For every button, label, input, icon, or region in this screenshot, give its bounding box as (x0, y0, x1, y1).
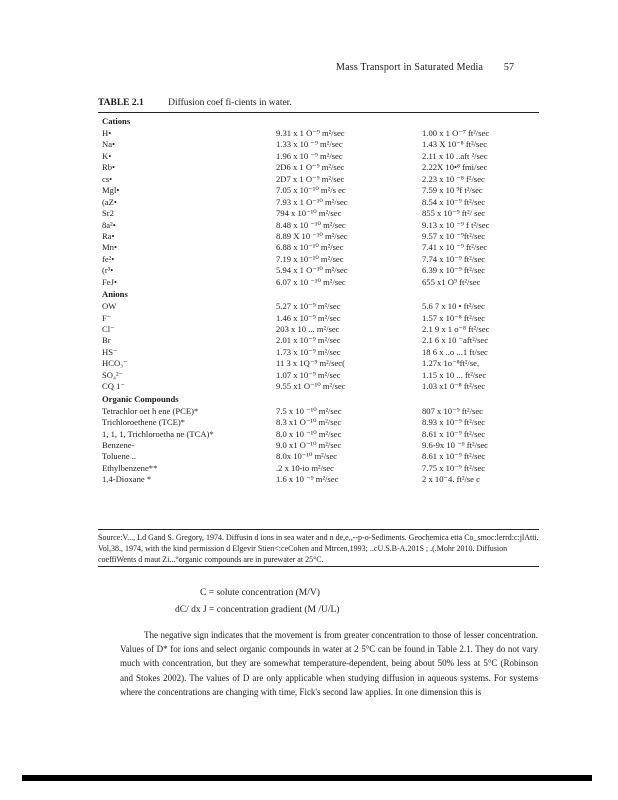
table-row (102, 429, 537, 440)
species-cell: 1,4-Dioxane * (102, 474, 152, 485)
table-row (102, 151, 537, 162)
body-paragraph (120, 628, 538, 699)
english-value-cell: 7.75 x 10⁻⁹ ft²/sec (422, 462, 486, 473)
english-value-cell: 2.1 6 x 10 ⁻aft²/sec (422, 335, 489, 346)
species-cell: Cl⁻ (102, 324, 115, 334)
english-value-cell: 2.1 9 x 1 o⁻⁸ ft²/sec (422, 324, 490, 334)
si-value-cell: .2 x 10-io m²/sec (276, 462, 334, 473)
table-row (102, 208, 537, 219)
english-value-cell: 2.11 x 10 ..aft ²/sec (422, 150, 488, 161)
si-value-cell: 1.73 x 10⁻⁹ m²/sec (276, 346, 341, 357)
table-source-note: Source:V..., Ld Gand S. Gregory, 1974. Diffusin d ions in sea water and n de,e,,--p-o-Sediments. Geochemica etta Co_smoc:lerrd:c:jlAtti. Vol,38., 1974, with the kind permission d Elgevir Stien<:ceCohen and Mtrcen,1993; ..cU.S.B-A.201S ; .(.Mohr 2010. Diffusion coeffiWents d maut Zi...°organic compounds are in purewater at 25°C. (98, 533, 539, 565)
table-section-heading: Anions (102, 289, 128, 300)
english-value-cell: 9.57 x 10 ⁻⁹ft²/sec (422, 230, 486, 241)
english-value-cell: 8.54 x 10⁻⁹ ft²/sec (422, 196, 486, 207)
english-value-cell: 855 x 10⁻⁹ ft²/ sec (422, 208, 486, 219)
table-row (102, 335, 537, 346)
si-value-cell: 203 x 10 ... m²/sec (276, 324, 340, 334)
si-value-cell: 7.19 x 10⁻¹⁰ m²/sec (276, 253, 344, 264)
english-value-cell: 7.59 x 10 ⁹f t²/sec (422, 185, 483, 196)
english-value-cell: 1.00 x 1 O⁻⁷ ft²/sec (422, 128, 490, 138)
english-value-cell: 655 x1 O⁹ ft²/sec (422, 276, 481, 287)
table-section-heading: Organic Compounds (102, 393, 179, 404)
english-value-cell: 807 x 10⁻⁹ ft²/sec (422, 405, 483, 416)
table-row (102, 277, 537, 288)
species-cell: F⁻ (102, 312, 112, 323)
species-cell: Ethylbenzene** (102, 462, 158, 473)
table-row (102, 406, 537, 417)
table-row (102, 370, 537, 381)
species-cell: Ra• (102, 230, 115, 241)
english-value-cell: 8.61 x 10⁻⁹ ft²/sec (422, 428, 486, 439)
species-cell: Tetrachlor oet h ene (PCE)* (102, 405, 199, 416)
english-value-cell: 1.27x 1o⁻⁸ft²/se, (422, 358, 480, 369)
english-value-cell: 9.6-9x 10 ⁻⁹ ft²/sec (422, 439, 488, 450)
si-value-cell: 8.0 x 10 ⁻¹⁰ m²/sec (276, 428, 342, 439)
species-cell: Toluene .. (102, 451, 137, 462)
table-row (102, 242, 537, 253)
species-cell: cs• (102, 173, 113, 184)
english-value-cell: 2.23 x 10 ⁻⁸ f²/sec (422, 173, 485, 184)
table-row (102, 347, 537, 358)
english-value-cell: 9.13 x 10 ⁻⁹ f t²/sec (422, 219, 490, 230)
species-cell: Sr2 (102, 208, 114, 219)
si-value-cell: 2D7 x 1 O⁻⁹ m²/sec (276, 173, 345, 184)
english-value-cell: 1.15 x 10 ... ft²/sec (422, 369, 487, 380)
table-section-heading: Cations (102, 116, 131, 126)
equation-definition-c: C = solute concentration (M/V) (200, 588, 320, 598)
table-row (102, 162, 537, 173)
body-paragraph-text: The negative sign indicates that the movement is from greater concentration to those of lesser concentration. Values of D* for ions and select organic compounds in water at 2 5°C can be found in Table 2.1. They do not vary much with concentration, but they are somewhat temperature-dependent, being about 50% less at 5°C (Robinson and Stokes 2002). The values of D are only applicable when studying diffusion in aqueous systems. For systems where the concentrations are changing with time, Fick's second law applies. In one dimension this is (120, 630, 538, 697)
si-value-cell: 2D6 x 1 O⁻⁹ m²/sec (276, 162, 345, 173)
table-caption: Diffusion coef fi-cients in water. (168, 98, 292, 108)
table-row (102, 301, 537, 312)
species-cell: Trichloroethene (TCE)* (102, 417, 185, 428)
species-cell: 1, 1, 1, Trichloroetha ne (TCA)* (102, 428, 214, 439)
english-value-cell: 6.39 x 10⁻⁹ ft²/sec (422, 265, 486, 276)
english-value-cell: 18 6 x ..o ...1 ft/sec (422, 346, 488, 357)
table-row (102, 139, 537, 150)
english-value-cell: 8.93 x 10⁻⁹ ft²/sec (422, 417, 486, 428)
si-value-cell: 5.94 x 1 O⁻¹⁰ m²/sec (276, 265, 348, 276)
species-cell: Na• (102, 139, 116, 150)
table-row (102, 185, 537, 196)
si-value-cell: 7.93 x 1 O⁻¹⁰ m²/sec (276, 196, 348, 207)
english-value-cell: 7.74 x 10⁻⁹ ft²/sec (422, 253, 486, 264)
table-row (102, 254, 537, 265)
table-row (102, 220, 537, 231)
si-value-cell: 9.55 x1 O⁻¹⁰ m²/sec (276, 381, 346, 392)
si-value-cell: 9.31 x 1 O⁻⁹ m²/sec (276, 128, 345, 138)
si-value-cell: 2.01 x 10⁻⁹ m²/sec (276, 335, 341, 346)
species-cell: OW (102, 301, 117, 312)
si-value-cell: 5.27 x 10⁻⁹ m²/sec (276, 301, 341, 312)
species-cell: Benzene- (102, 439, 135, 450)
table-row (102, 197, 537, 208)
table-row (102, 463, 537, 474)
table-top-rule (98, 112, 539, 113)
si-value-cell: 8.0x 10⁻¹⁰ m²/sec (276, 451, 338, 462)
english-value-cell: 8.61 x 10⁻⁹ ft²/sec (422, 451, 486, 462)
species-cell: HS⁻ (102, 346, 118, 357)
diffusion-table (102, 115, 537, 486)
si-value-cell: 794 x 10⁻¹⁰ m²/sec (276, 208, 342, 219)
si-value-cell: 1.46 x 10⁻⁹ m²/sec (276, 312, 341, 323)
table-row (102, 313, 537, 324)
english-value-cell: 1.03 x1 0⁻⁸ ft²/sec (422, 381, 486, 392)
si-value-cell: 1.6 x 10 ⁻⁹ m²/sec (276, 474, 339, 485)
species-cell: Br (102, 335, 111, 346)
table-row (102, 358, 537, 369)
table-row (102, 474, 537, 485)
table-row (102, 265, 537, 276)
table-bottom-rule (98, 529, 539, 530)
source-bottom-rule (98, 566, 539, 567)
table-row (102, 174, 537, 185)
species-cell: CQ 1⁻ (102, 381, 125, 392)
si-value-cell: 8.48 x 10 ⁻¹⁰ m²/sec (276, 219, 346, 230)
si-value-cell: 9.0 x1 O⁻¹⁰ m²/sec (276, 439, 342, 450)
table-number: TABLE 2.1 (98, 98, 144, 108)
si-value-cell: 1.07 x 10⁻⁹ m²/sec (276, 369, 341, 380)
english-value-cell: 7.41 x 10 ⁻⁹ ft²/sec (422, 242, 488, 253)
species-cell: 8a²• (102, 219, 116, 230)
table-row (102, 324, 537, 335)
species-cell: fe²• (102, 253, 115, 264)
table-row (102, 128, 537, 139)
species-cell: SO₄²⁻ (102, 369, 124, 380)
si-value-cell: 11 3 x 1Q⁻⁹ m²/sec( (276, 358, 345, 369)
species-cell: H• (102, 128, 112, 138)
species-cell: Rb• (102, 162, 116, 173)
species-cell: Mgl• (102, 185, 120, 196)
page-bottom-bar (22, 775, 592, 781)
species-cell: K• (102, 150, 112, 161)
english-value-cell: 2 x 10⁻4. ft²/se c (422, 474, 480, 485)
species-cell: HCO₃⁻ (102, 358, 128, 369)
species-cell: FeJ• (102, 276, 117, 287)
english-value-cell: 5.6 7 x 10 • ft²/sec (422, 301, 485, 312)
si-value-cell: 1.96 x 10 ⁻⁹ m²/sec (276, 150, 343, 161)
species-cell: (aZ• (102, 196, 117, 207)
running-header (336, 62, 536, 73)
si-value-cell: 7.5 x 10 ⁻¹⁰ m²/sec (276, 405, 342, 416)
species-cell: (r³• (102, 265, 114, 276)
si-value-cell: 7.05 x 10⁻¹⁰ m²/s ec (276, 185, 346, 196)
si-value-cell: 6.07 x 10 ⁻¹⁰ m²/sec (276, 276, 346, 287)
si-value-cell: 1.33 x 10 ⁻⁹ m²/sec (276, 139, 343, 150)
species-cell: Mn• (102, 242, 117, 253)
si-value-cell: 8.89 X 10 ⁻¹⁰ m²/sec (276, 230, 348, 241)
table-row (102, 381, 537, 392)
table-row (102, 451, 537, 462)
english-value-cell: 2.22X 10•⁸ fmi/sec (422, 162, 488, 173)
table-row (102, 440, 537, 451)
table-row (102, 231, 537, 242)
table-title (98, 98, 292, 108)
page-number: 57 (503, 62, 515, 73)
running-head-title: Mass Transport in Saturated Media (336, 62, 484, 73)
si-value-cell: 8.3 x1 O⁻¹⁰ m²/sec (276, 417, 342, 428)
si-value-cell: 6.88 x 10⁻¹⁰ m²/sec (276, 242, 344, 253)
english-value-cell: 1.43 X 10⁻⁸ ft²/sec (422, 139, 488, 150)
equation-definition-gradient: dC/ dx J = concentration gradient (M /U/L) (175, 605, 340, 615)
english-value-cell: 1.57 x 10⁻⁸ ft²/sec (422, 312, 486, 323)
table-row (102, 417, 537, 428)
